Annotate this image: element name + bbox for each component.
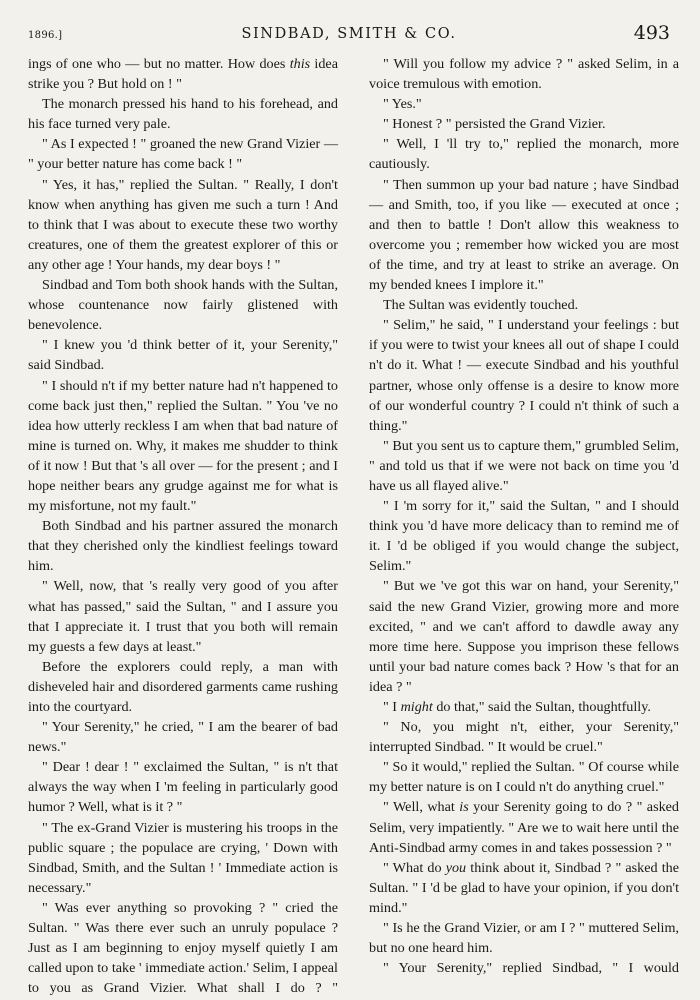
paragraph xyxy=(28,757,338,817)
text-run: " No, you might n't, either, your Serenity," interrupted Sindbad. " It would be cruel." xyxy=(369,719,679,756)
text-run: " Yes, it has," replied the Sultan. " Really, I don't know when anything has given me such a turn ! And to think that I was about to execute these two worthy creatures, one of them the greatest explorer of this or any other age ! Your hands, my dear boys ! " xyxy=(28,176,338,273)
text-run: The Sultan was evidently touched. xyxy=(383,297,579,314)
text-run: " I xyxy=(383,699,401,715)
paragraph xyxy=(369,757,679,797)
text-run: " Then summon up your bad nature ; have Sindbad — and Smith, too, if you like — executed at once ; and then to battle ! Don't allow this weakness to overcome you ; remember how wicked you are most of the time, and try at least to strike an average. On my bended knees I implore it." xyxy=(369,176,679,294)
text-run: " But we 've got this war on hand, your Serenity," said the new Grand Vizier, growing more and more excited, " and we can't afford to dawdle away any more time here. Suppose you imprison these fellows until your bad nature comes back ? How 's that for an idea ? " xyxy=(369,578,679,695)
paragraph xyxy=(28,516,338,576)
text-run: " I 'm sorry for it," said the Sultan, " and I should think you 'd have more delicacy than to remind me of it. I 'd be obliged if you would change the subject, Selim." xyxy=(369,498,679,575)
header-title: SINDBAD, SMITH & CO. xyxy=(241,26,457,42)
text-run: The monarch pressed his hand to his forehead, and his face turned very pale. xyxy=(28,96,338,133)
text-run: " The ex-Grand Vizier is mustering his troops in the public square ; the populace are crying, ' Down with Sindbad, Smith, and the Sultan ! ' Immediate action is necessary." xyxy=(28,819,338,896)
paragraph xyxy=(28,275,338,335)
paragraph xyxy=(28,898,338,998)
paragraph xyxy=(369,576,679,697)
paragraph xyxy=(369,436,679,496)
italic-text: you xyxy=(445,859,467,876)
paragraph xyxy=(28,54,338,94)
text-run: Sindbad and Tom both shook hands with the Sultan, whose countenance now fairly glistened with benevolence. xyxy=(28,277,338,334)
text-run: " I should n't if my better nature had n't happened to come back just then," replied the Sultan. " You 've no idea how utterly reckless I am when that bad nature of mine is turned on. Why, it makes me shudder to think of it now ! But that 's all over — for the present ; and I hope neither bears any grudge against me for what is my misfortune, not my fault." xyxy=(28,377,338,515)
paragraph xyxy=(369,94,679,114)
text-run: " What do xyxy=(383,859,446,876)
text-run: " Well, I 'll try to," replied the monarch, more cautiously. xyxy=(369,136,679,173)
paragraph xyxy=(369,797,679,857)
paragraph xyxy=(369,958,679,978)
page-number: 493 xyxy=(633,22,670,44)
text-run: " I knew you 'd think better of it, your Serenity," said Sindbad. xyxy=(28,337,338,374)
text-run: " Dear ! dear ! " exclaimed the Sultan, " is n't that always the way when I 'm feeling in particularly good humor ? Well, what is it ? " xyxy=(28,759,338,816)
paragraph xyxy=(28,94,338,134)
text-run: think about it, Sindbad ? " asked the Sultan. " I 'd be glad to have your opinion, if you don't mind." xyxy=(369,859,679,916)
paragraph xyxy=(28,335,338,375)
paragraph xyxy=(369,315,679,436)
paragraph xyxy=(369,295,679,315)
text-run: ings of one who — but no matter. How does xyxy=(28,56,290,72)
header-year: 1896.] xyxy=(28,30,63,41)
text-run: idea strike you ? But hold on ! " xyxy=(28,56,338,93)
paragraph xyxy=(369,697,679,717)
text-run: " But you sent us to capture them," grumbled Selim, " and told us that if we were not back on time you 'd have us all flayed alive." xyxy=(369,437,679,494)
text-run: " Was ever anything so provoking ? " cried the Sultan. " Was there ever such an unruly populace ? Just as I am beginning to enjoy myself quietly I am called upon to take ' immediate action.' Selim, I appeal to you as Grand Vizier. What shall I do ? " xyxy=(28,899,338,997)
italic-text: might xyxy=(400,699,433,715)
paragraph xyxy=(369,114,679,134)
text-run: do that," said the Sultan, thoughtfully. xyxy=(432,699,651,715)
left-column xyxy=(28,54,338,998)
paragraph xyxy=(369,717,679,757)
paragraph xyxy=(369,175,679,296)
text-run: " Your Serenity," he cried, " I am the bearer of bad news." xyxy=(28,719,338,756)
italic-text: is xyxy=(459,799,469,816)
text-run: " As I expected ! " groaned the new Grand Vizier — " your better nature has come back ! " xyxy=(28,136,338,173)
text-run: " Your Serenity," replied Sindbad, " I would xyxy=(383,960,679,977)
paragraph xyxy=(369,858,679,918)
paragraph xyxy=(28,175,338,275)
text-run: " So it would," replied the Sultan. " Of course while my better nature is on I could n't do anything cruel." xyxy=(369,759,679,796)
paragraph xyxy=(369,134,679,174)
text-run: " Selim," he said, " I understand your feelings : but if you were to twist your knees all out of shape I could n't do it. What ! — execute Sindbad and his youthful partner, whose only offense is a desire to know more of our wonderful country ? I could n't think of such a thing." xyxy=(369,317,679,434)
paragraph xyxy=(369,918,679,958)
text-run: Both Sindbad and his partner assured the monarch that they cherished only the kindliest feelings toward him. xyxy=(28,518,338,575)
paragraph xyxy=(28,376,338,517)
text-run: " Well, now, that 's really very good of you after what has passed," said the Sultan, " and I assure you that I appreciate it. I trust that you both will remain my guests a few days at least." xyxy=(28,578,338,655)
text-run: " Well, what xyxy=(383,799,460,816)
running-header xyxy=(28,24,670,50)
italic-text: this xyxy=(289,56,311,72)
text-run: " Is he the Grand Vizier, or am I ? " muttered Selim, but no one heard him. xyxy=(369,920,679,957)
paragraph xyxy=(28,818,338,898)
paragraph xyxy=(28,657,338,717)
text-run: " Will you follow my advice ? " asked Selim, in a voice tremulous with emotion. xyxy=(369,56,679,93)
right-column xyxy=(369,54,679,978)
paragraph xyxy=(369,54,679,94)
paragraph xyxy=(369,496,679,576)
text-run: " Honest ? " persisted the Grand Vizier. xyxy=(383,116,606,133)
text-run: your Serenity going to do ? " asked Selim, very impatiently. " Are we to wait here until the Anti-Sindbad army comes in and takes possession ? " xyxy=(369,799,679,856)
paragraph xyxy=(28,717,338,757)
text-run: " Yes." xyxy=(383,96,422,113)
paragraph xyxy=(28,576,338,656)
text-run: Before the explorers could reply, a man with disheveled hair and disordered garments came rushing into the courtyard. xyxy=(28,658,338,715)
paragraph xyxy=(28,134,338,174)
